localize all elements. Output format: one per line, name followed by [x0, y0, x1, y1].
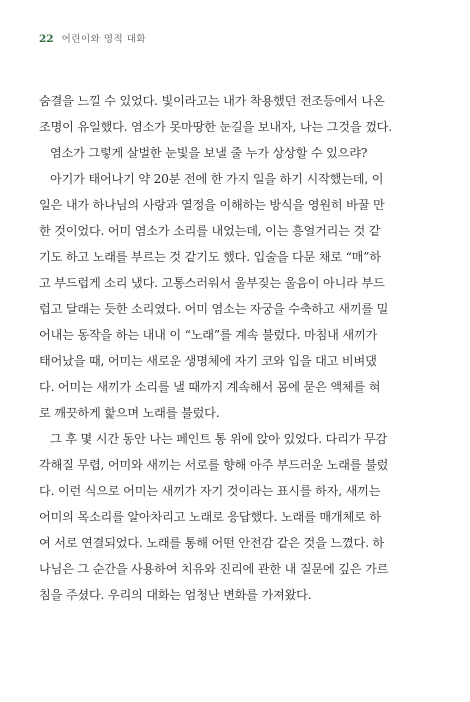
text-line: 나님은 그 순간을 사용하여 치유와 진리에 관한 내 질문에 깊은 가르	[39, 562, 389, 576]
text-line: 염소가 그렇게 살벌한 눈빛을 보낼 줄 누가 상상할 수 있으랴?	[50, 146, 368, 160]
text-line: 조명이 유일했다. 염소가 못마땅한 눈길을 보내자, 나는 그것을 껐다.	[39, 120, 392, 134]
running-header	[39, 31, 146, 47]
text-line: 각해질 무렵, 어미와 새끼는 서로를 향해 아주 부드러운 노래를 불렀	[39, 458, 389, 472]
text-line: 어미의 목소리를 알아차리고 노래로 응답했다. 노래를 매개체로 하	[39, 510, 381, 524]
text-line: 여 서로 연결되었다. 노래를 통해 어떤 안전감 같은 것을 느꼈다. 하	[39, 536, 384, 550]
text-line: 다. 이런 식으로 어미는 새끼가 자기 것이라는 표시를 하자, 새끼는	[39, 484, 381, 498]
body-text	[39, 88, 439, 608]
text-line: 일은 내가 하나님의 사랑과 열정을 이해하는 방식을 영원히 바꿀 만	[39, 198, 385, 212]
text-line: 기도 하고 노래를 부르는 것 같기도 했다. 입술을 다문 채로 “매”하	[39, 250, 381, 264]
page-number: 22	[39, 33, 54, 45]
text-line: 로 깨끗하게 핥으며 노래를 불렀다.	[39, 406, 220, 420]
text-line: 태어났을 때, 어미는 새로운 생명체에 자기 코와 입을 대고 비벼댔	[39, 354, 377, 368]
text-line: 다. 어미는 새끼가 소리를 낼 때까지 계속해서 몸에 묻은 액체를 혀	[39, 380, 381, 394]
text-line: 숨결을 느낄 수 있었다. 빛이라고는 내가 착용했던 전조등에서 나온	[39, 94, 385, 108]
text-line: 침을 주셨다. 우리의 대화는 엄청난 변화를 가져왔다.	[39, 588, 312, 602]
text-line: 아기가 태어나기 약 20분 전에 한 가지 일을 하기 시작했는데, 이	[50, 172, 384, 186]
text-line: 고 부드럽게 소리 냈다. 고통스러워서 울부짖는 울음이 아니라 부드	[39, 276, 385, 290]
book-title: 어린이와 영적 대화	[61, 34, 147, 45]
text-line: 한 것이었다. 어미 염소가 소리를 내었는데, 이는 흥얼거리는 것 같	[39, 224, 381, 238]
text-line: 어내는 동작을 하는 내내 이 “노래”를 계속 불렀다. 마침내 새끼가	[39, 328, 378, 342]
text-line: 그 후 몇 시간 동안 나는 페인트 통 위에 앉아 있었다. 다리가 무감	[50, 432, 388, 446]
text-line: 럽고 달래는 듯한 소리였다. 어미 염소는 자궁을 수축하고 새끼를 밀	[39, 302, 389, 316]
